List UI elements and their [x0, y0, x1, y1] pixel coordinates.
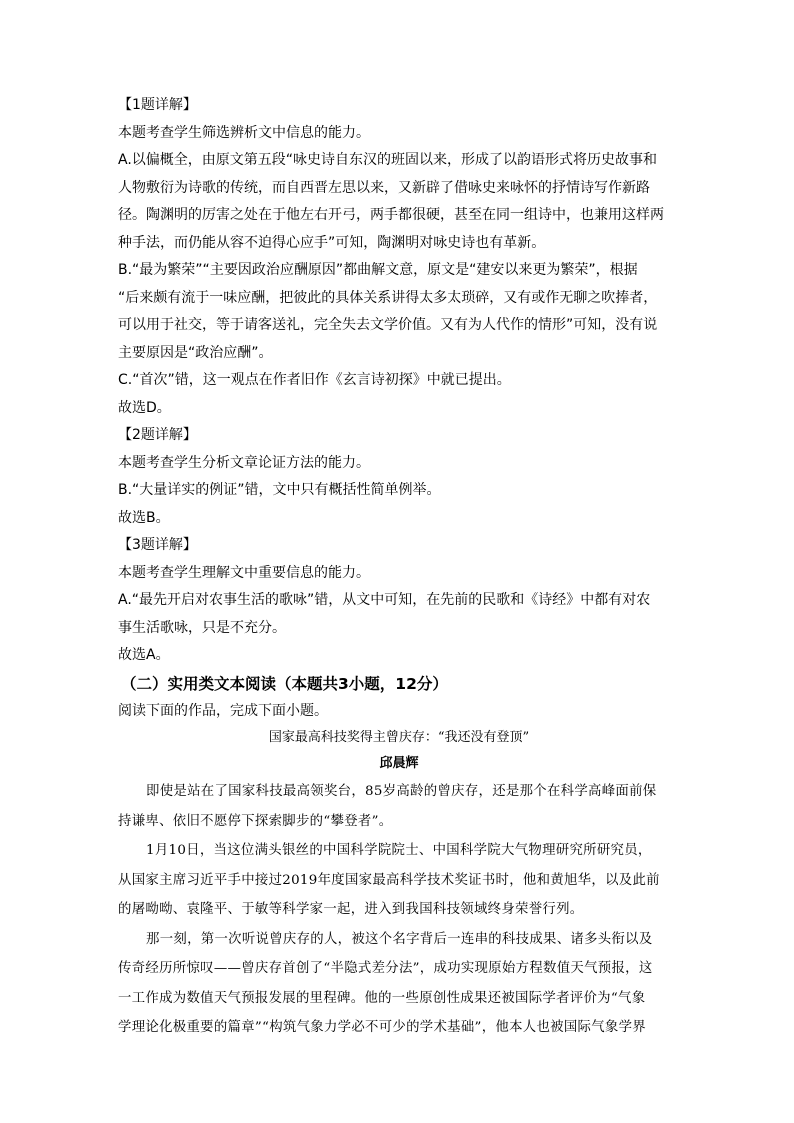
article-paragraph: [118, 777, 680, 836]
q1-line: 人物敷衍为诗歌的传统，而自西晋左思以来，又新辟了借咏史来咏怀的抒情诗写作新路: [118, 179, 650, 196]
article-line: 持谦卑、依旧不愿停下探索脚步的“攀登者”。: [118, 813, 393, 829]
article-line: 即使是站在了国家科技最高领奖台，85岁高龄的曾庆存，还是那个在科学高峰面前保: [146, 784, 657, 799]
q2-answer: 故选B。: [118, 509, 170, 526]
article-line: 传奇经历所惊叹——曾庆存首创了“半隐式差分法”，成功实现原始方程数值天气预报，这: [118, 961, 653, 976]
q1-line: B.“最为繁荣”“主要因政治应酬原因”都曲解文意，原文是“建安以来更为繁荣”，根据: [118, 262, 638, 278]
article-line: 学理论化极重要的篇章”“构筑气象力学必不可少的学术基础”，他本人也被国际气象学界: [118, 1020, 646, 1035]
q2-heading: 【2题详解】: [118, 427, 197, 443]
q3-line: 事生活歌咏，只是不充分。: [118, 619, 286, 636]
q1-line: 主要原因是“政治应酬”。: [118, 344, 273, 361]
q2-line: 本题考查学生分析文章论证方法的能力。: [118, 454, 370, 471]
article-line: 的屠呦呦、袁隆平、于敏等科学家一起，进入到我国科技领域终身荣誉行列。: [118, 902, 584, 917]
q3-answer: 故选A。: [118, 647, 170, 663]
q1-answer: 故选D。: [118, 399, 171, 416]
q2-line: B.“大量详实的例证”错，文中只有概括性简单例举。: [118, 482, 441, 498]
article-line: 一工作成为数值天气预报发展的里程碑。他的一些原创性成果还被国际学者评价为“气象: [118, 990, 646, 1006]
article-line: 1月10日，当这位满头银丝的中国科学院院士、中国科学院大气物理研究所研究员，: [146, 843, 652, 858]
q1-line: 本题考查学生筛选辨析文中信息的能力。: [118, 124, 370, 141]
q1-line: 径。陶渊明的厉害之处在于他左右开弓，两手都很硬，甚至在同一组诗中，也兼用这样两: [118, 207, 664, 223]
article-line: 那一刻，第一次听说曾庆存的人，被这个名字背后一连串的科技成果、诸多头衔以及: [146, 931, 653, 947]
section-title: （二）实用类文本阅读（本题共3小题，12分）: [121, 674, 448, 693]
q1-line: “后来颇有流于一味应酬，把彼此的具体关系讲得太多太琐碎，又有或作无聊之吹捧者，: [118, 289, 658, 306]
document-page: [118, 92, 680, 1043]
q1-line: 可以用于社交，等于请客送礼，完全失去文学价值。又有为人代作的情形”可知，没有说: [118, 317, 658, 333]
article-title: 国家最高科技奖得主曾庆存：“我还没有登顶”: [268, 730, 530, 745]
article-paragraph: [118, 836, 680, 925]
q3-line: 本题考查学生理解文中重要信息的能力。: [118, 564, 370, 581]
article-line: 从国家主席习近平手中接过2019年度国家最高科学技术奖证书时，他和黄旭华，以及此前: [118, 872, 660, 888]
q3-line: A.“最先开启对农事生活的歌咏”错，从文中可知，在先前的民歌和《诗经》中都有对农: [118, 592, 651, 608]
article-paragraph: [118, 925, 680, 1043]
q1-line: C.“首次”错，这一观点在作者旧作《玄言诗初探》中就已提出。: [118, 372, 511, 388]
article-author: 邱晨辉: [379, 756, 419, 771]
q3-heading: 【3题详解】: [118, 537, 197, 553]
q1-line: 种手法，而仍能从容不迫得心应手”可知，陶渊明对咏史诗也有革新。: [118, 234, 546, 251]
section-instruction: 阅读下面的作品，完成下面小题。: [118, 702, 328, 719]
q1-heading: 【1题详解】: [118, 97, 197, 113]
q1-line: A.以偏概全，由原文第五段“咏史诗自东汉的班固以来，形成了以韵语形式将历史故事和: [118, 152, 658, 168]
